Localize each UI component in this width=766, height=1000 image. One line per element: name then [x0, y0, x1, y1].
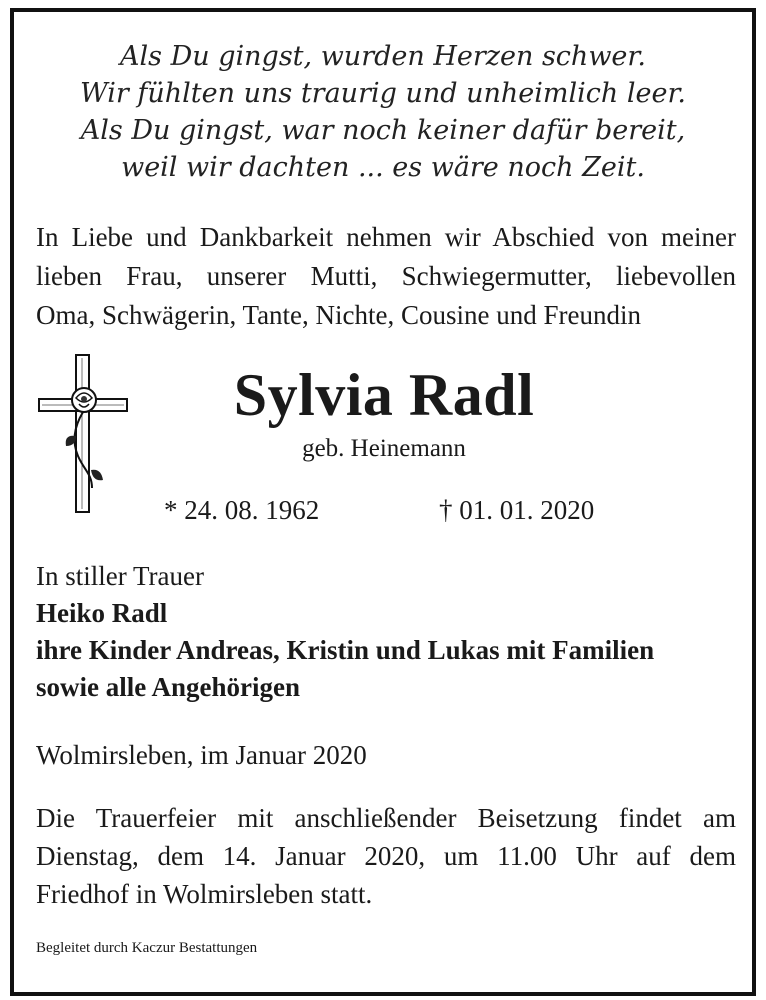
- mourning-intro: In stiller Trauer: [36, 561, 204, 591]
- memorial-poem: [14, 38, 752, 186]
- farewell-line: Oma, Schwägerin, Tante, Nichte, Cousine und Freundin: [36, 300, 641, 330]
- death-date: † 01. 01. 2020: [439, 495, 595, 525]
- deceased-name: Sylvia Radl: [233, 362, 535, 428]
- poem-line: weil wir dachten ... es wäre noch Zeit.: [121, 152, 645, 183]
- mourner-line: ihre Kinder Andreas, Kristin und Lukas mit Familien: [36, 635, 655, 665]
- mourner-line: sowie alle Angehörigen: [36, 672, 300, 702]
- mourner-line: Heiko Radl: [36, 598, 168, 628]
- mourners-block: [36, 558, 746, 706]
- funeral-line: Dienstag, dem 14. Januar 2020, um 11.00 Uhr auf dem: [36, 841, 736, 871]
- poem-line: Als Du gingst, war noch keiner dafür bereit,: [80, 115, 686, 146]
- poem-line: Als Du gingst, wurden Herzen schwer.: [120, 41, 646, 72]
- birth-date: * 24. 08. 1962: [164, 495, 320, 525]
- funeral-details: [36, 799, 736, 913]
- funeral-line: Friedhof in Wolmirsleben statt.: [36, 879, 373, 909]
- farewell-line: lieben Frau, unserer Mutti, Schwiegermutter, liebevollen: [36, 261, 736, 291]
- obituary-notice: [10, 8, 756, 996]
- maiden-name: geb. Heinemann: [302, 435, 466, 462]
- undertaker-credit: Begleitet durch Kaczur Bestattungen: [36, 940, 258, 956]
- farewell-line: In Liebe und Dankbarkeit nehmen wir Abschied von meiner: [36, 222, 736, 252]
- funeral-line: Die Trauerfeier mit anschließender Beisetzung findet am: [36, 803, 736, 833]
- poem-line: Wir fühlten uns traurig und unheimlich leer.: [80, 78, 686, 109]
- place-and-date: Wolmirsleben, im Januar 2020: [36, 740, 367, 770]
- farewell-text: [36, 218, 736, 335]
- cross-with-rose-icon: [36, 352, 136, 517]
